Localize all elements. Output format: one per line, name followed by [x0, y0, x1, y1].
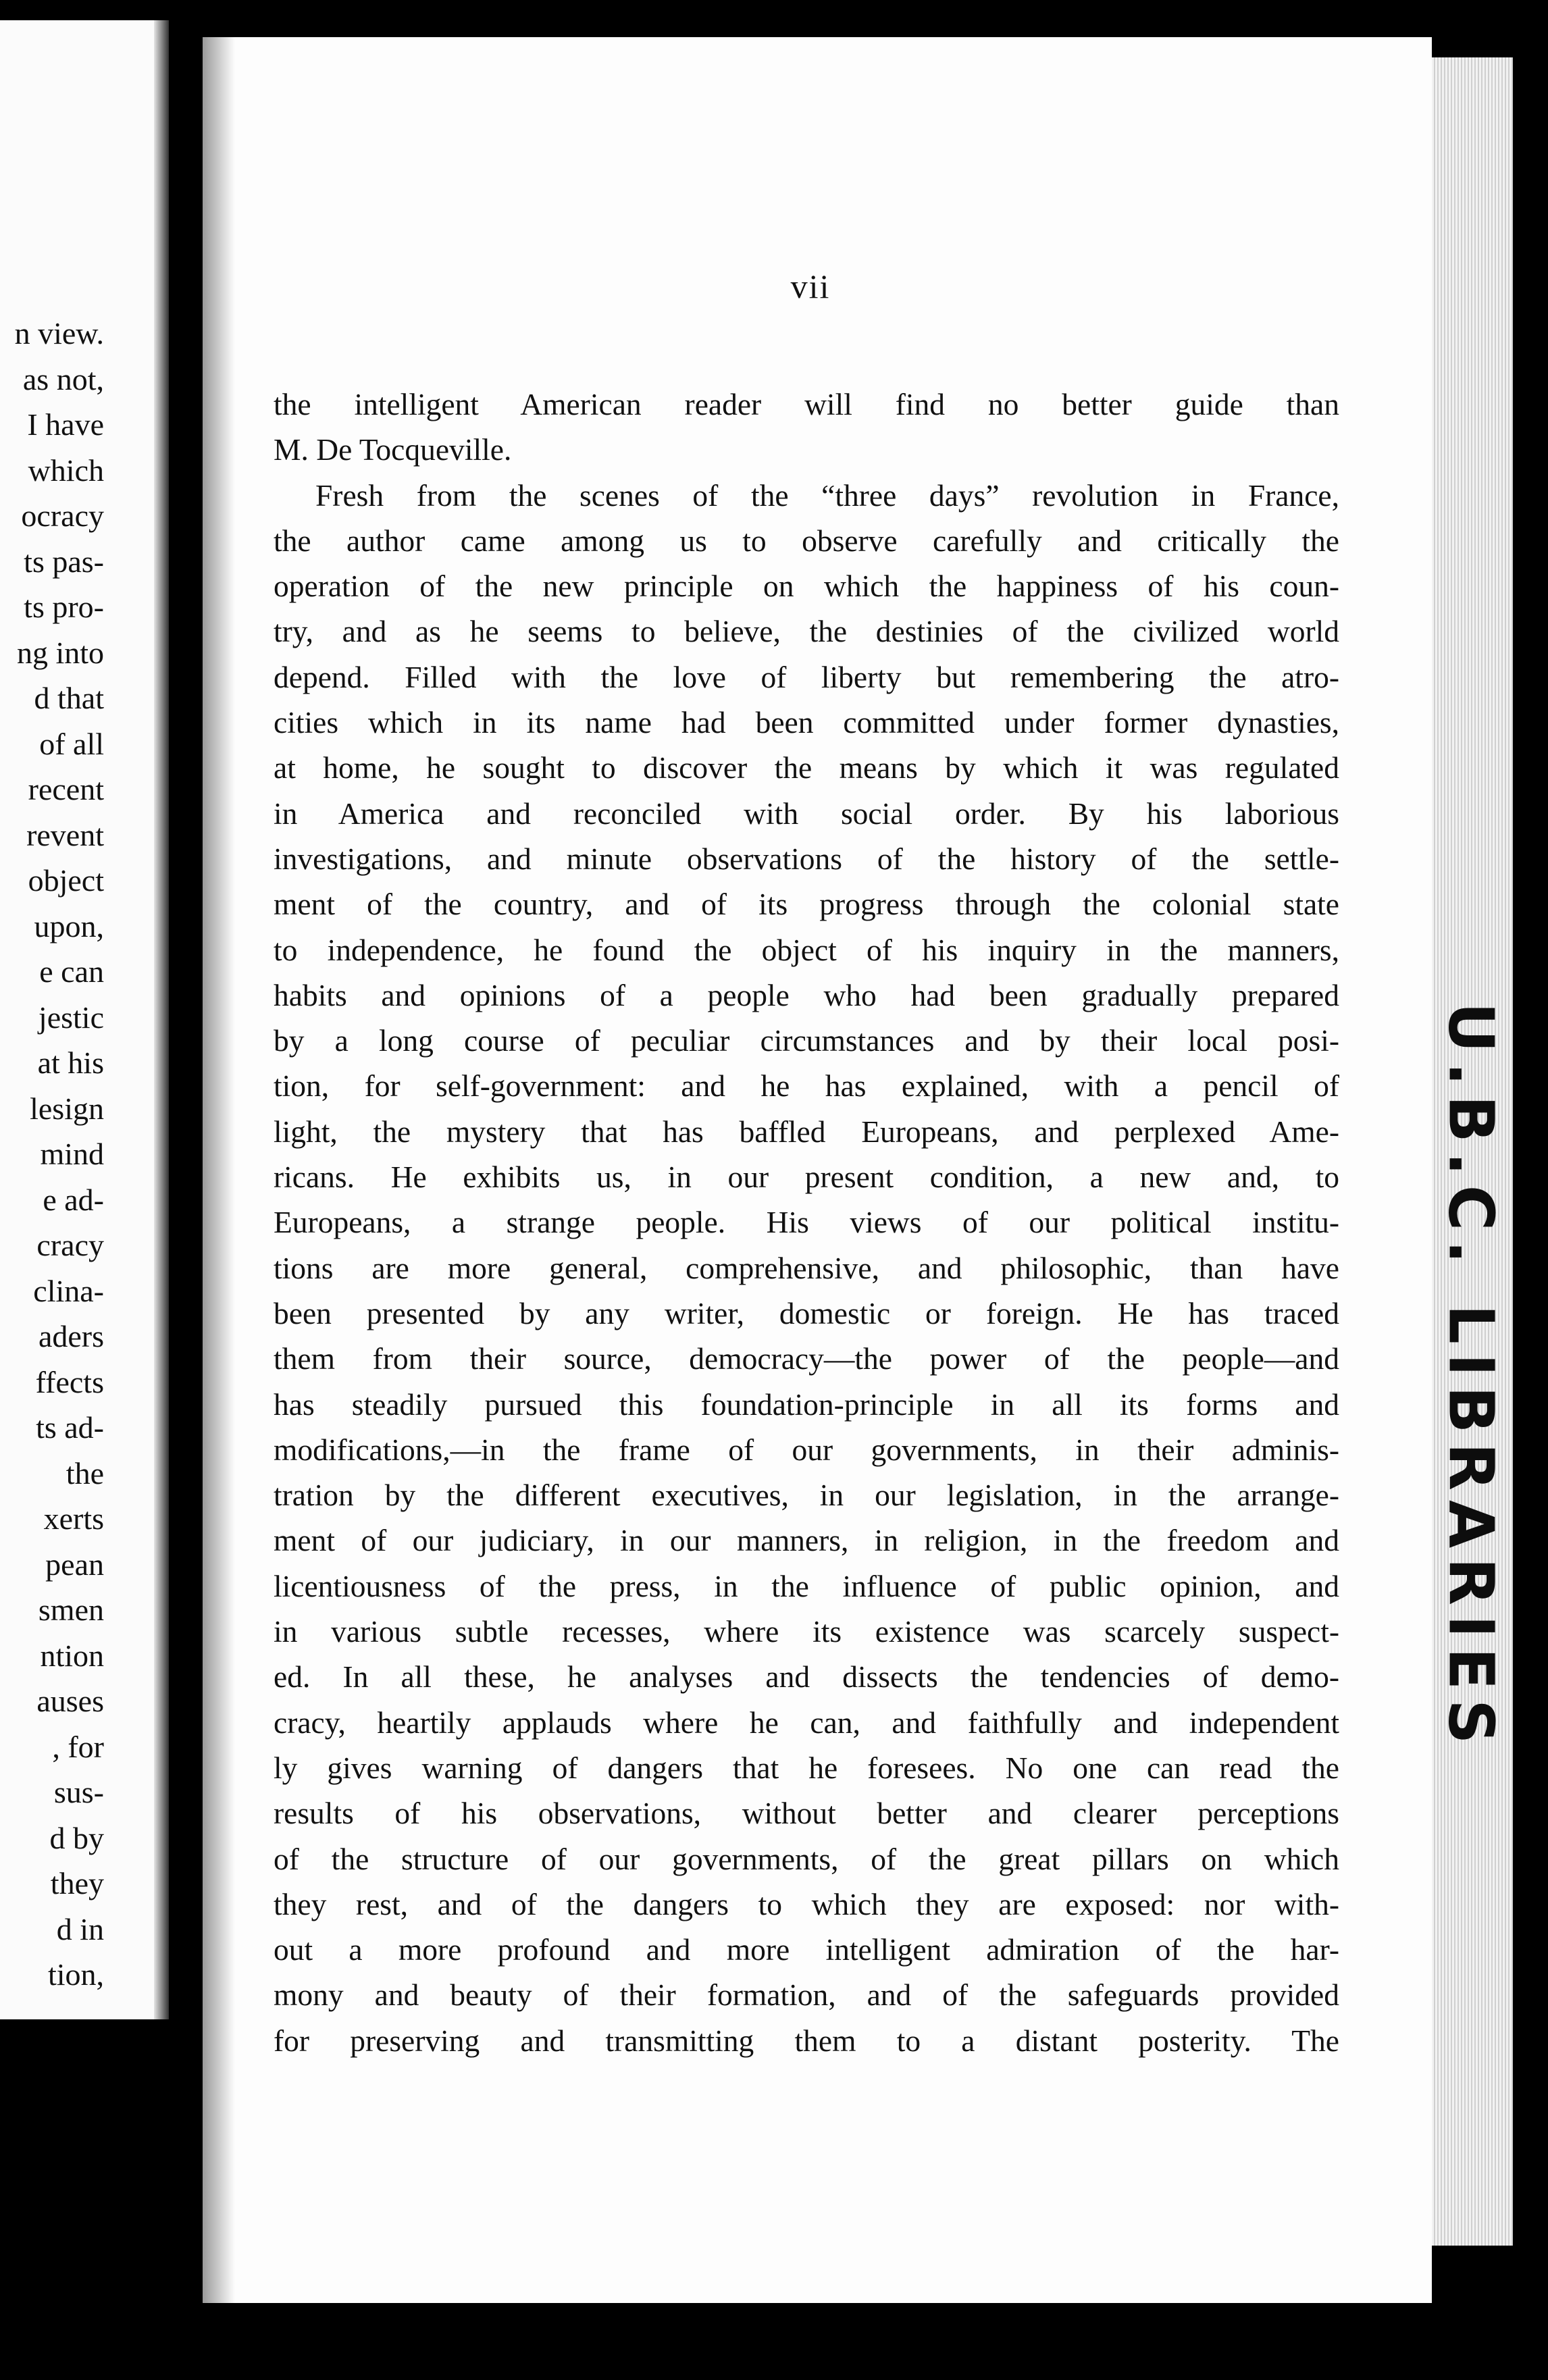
text-line: cities which in its name had been committed under former dynasties,	[274, 705, 1339, 740]
text-line: by a long course of peculiar circumstances and by their local posi-	[274, 1023, 1339, 1058]
facing-line: auses	[36, 1684, 104, 1718]
text-line: in America and reconciled with social order. By his laborious	[274, 796, 1339, 831]
text-line: M. De Tocqueville.	[274, 432, 512, 467]
text-line: Fresh from the scenes of the “three days” revolution in France,	[315, 477, 1339, 513]
facing-line: xerts	[43, 1501, 104, 1536]
text-line: them from their source, democracy—the power of the people—and	[274, 1341, 1339, 1376]
facing-line: recent	[28, 772, 104, 806]
library-stamp-text: U.B.C. LIBRARIES	[1435, 1002, 1507, 1754]
page-number: vii	[790, 267, 831, 305]
facing-line: pean	[45, 1547, 104, 1582]
text-line: habits and opinions of a people who had been gradually prepared	[274, 977, 1339, 1012]
text-line: to independence, he found the object of his inquiry in the manners,	[274, 932, 1339, 967]
text-line: in various subtle recesses, where its existence was scarcely suspect-	[274, 1614, 1339, 1649]
facing-line: smen	[38, 1593, 104, 1627]
text-line: ly gives warning of dangers that he foresees. No one can read the	[274, 1750, 1339, 1785]
text-line: for preserving and transmitting them to a distant posterity. The	[274, 2023, 1339, 2058]
text-line: investigations, and minute observations of the history of the settle-	[274, 841, 1339, 876]
facing-line: ts pas-	[24, 544, 104, 579]
facing-line: I have	[27, 407, 104, 442]
text-line: of the structure of our governments, of the great pillars on which	[274, 1841, 1339, 1876]
text-line: ment of our judiciary, in our manners, in religion, in the freedom and	[274, 1523, 1339, 1558]
text-line: tion, for self-government: and he has explained, with a pencil of	[274, 1068, 1339, 1104]
text-line: Europeans, a strange people. His views of our political institu-	[274, 1205, 1339, 1240]
library-stamp	[1437, 878, 1505, 1878]
facing-line: ffects	[35, 1364, 104, 1399]
text-line: modifications,—in the frame of our governments, in their adminis-	[274, 1432, 1339, 1467]
book-gutter	[154, 20, 169, 2019]
facing-line: ts pro-	[24, 590, 104, 624]
text-line: at home, he sought to discover the means by which it was regulated	[274, 750, 1339, 785]
text-line: they rest, and of the dangers to which they are exposed: nor with-	[274, 1886, 1339, 1921]
facing-line: of all	[39, 726, 104, 761]
text-line: the author came among us to observe carefully and critically the	[274, 523, 1339, 558]
facing-line: revent	[26, 817, 104, 852]
facing-line: tion,	[47, 1957, 104, 1992]
text-line: out a more profound and more intelligent admiration of the har-	[274, 1932, 1339, 1967]
facing-line: as not,	[22, 361, 104, 396]
facing-line: object	[28, 863, 104, 898]
facing-line: d in	[56, 1911, 104, 1946]
facing-line: they	[50, 1866, 104, 1900]
facing-line: ts ad-	[36, 1410, 104, 1445]
facing-line: at his	[37, 1045, 104, 1080]
text-line: tions are more general, comprehensive, and philosophic, than have	[274, 1250, 1339, 1285]
facing-line: n view.	[14, 316, 104, 351]
text-line: depend. Filled with the love of liberty but remembering the atro-	[274, 659, 1339, 694]
page-body-text	[274, 382, 1339, 2063]
facing-line: aders	[38, 1319, 104, 1353]
text-line: mony and beauty of their formation, and of the safeguards provided	[274, 1977, 1339, 2013]
text-line: the intelligent American reader will find no better guide than	[274, 387, 1339, 421]
facing-line: , for	[52, 1729, 104, 1764]
facing-line: e can	[39, 954, 104, 989]
facing-line: ng into	[16, 635, 104, 670]
facing-page-left	[0, 20, 169, 2019]
book-page	[203, 37, 1432, 2303]
facing-page-text	[15, 311, 104, 1998]
text-line: ment of the country, and of its progress through the colonial state	[274, 887, 1339, 922]
facing-line: d by	[49, 1820, 104, 1855]
text-line: light, the mystery that has baffled Europeans, and perplexed Ame-	[274, 1114, 1339, 1149]
text-line: operation of the new principle on which the happiness of his coun-	[274, 569, 1339, 604]
facing-line: clina-	[33, 1273, 104, 1308]
facing-line: lesign	[30, 1091, 104, 1126]
facing-line: which	[28, 452, 104, 488]
facing-line: cracy	[36, 1228, 104, 1262]
text-line: results of his observations, without better and clearer perceptions	[274, 1796, 1339, 1831]
facing-line: mind	[40, 1137, 104, 1171]
text-line: ricans. He exhibits us, in our present condition, a new and, to	[274, 1160, 1339, 1195]
text-line: try, and as he seems to believe, the destinies of the civilized world	[274, 614, 1339, 649]
text-line: ed. In all these, he analyses and dissects the tendencies of demo-	[274, 1659, 1339, 1695]
text-line: cracy, heartily applauds where he can, and faithfully and independent	[274, 1705, 1339, 1740]
facing-line: d that	[34, 681, 104, 715]
text-line: licentiousness of the press, in the influence of public opinion, and	[274, 1568, 1339, 1603]
text-line: tration by the different executives, in our legislation, in the arrange-	[274, 1478, 1339, 1513]
facing-line: upon,	[34, 908, 104, 943]
facing-line: sus-	[53, 1775, 104, 1809]
text-line: been presented by any writer, domestic or foreign. He has traced	[274, 1295, 1339, 1330]
text-line: has steadily pursued this foundation-principle in all its forms and	[274, 1387, 1339, 1422]
facing-line: the	[66, 1455, 104, 1491]
facing-line: e ad-	[43, 1182, 104, 1217]
facing-line: ntion	[40, 1638, 104, 1673]
facing-line: ocracy	[21, 498, 104, 533]
facing-line: jestic	[38, 1000, 104, 1035]
